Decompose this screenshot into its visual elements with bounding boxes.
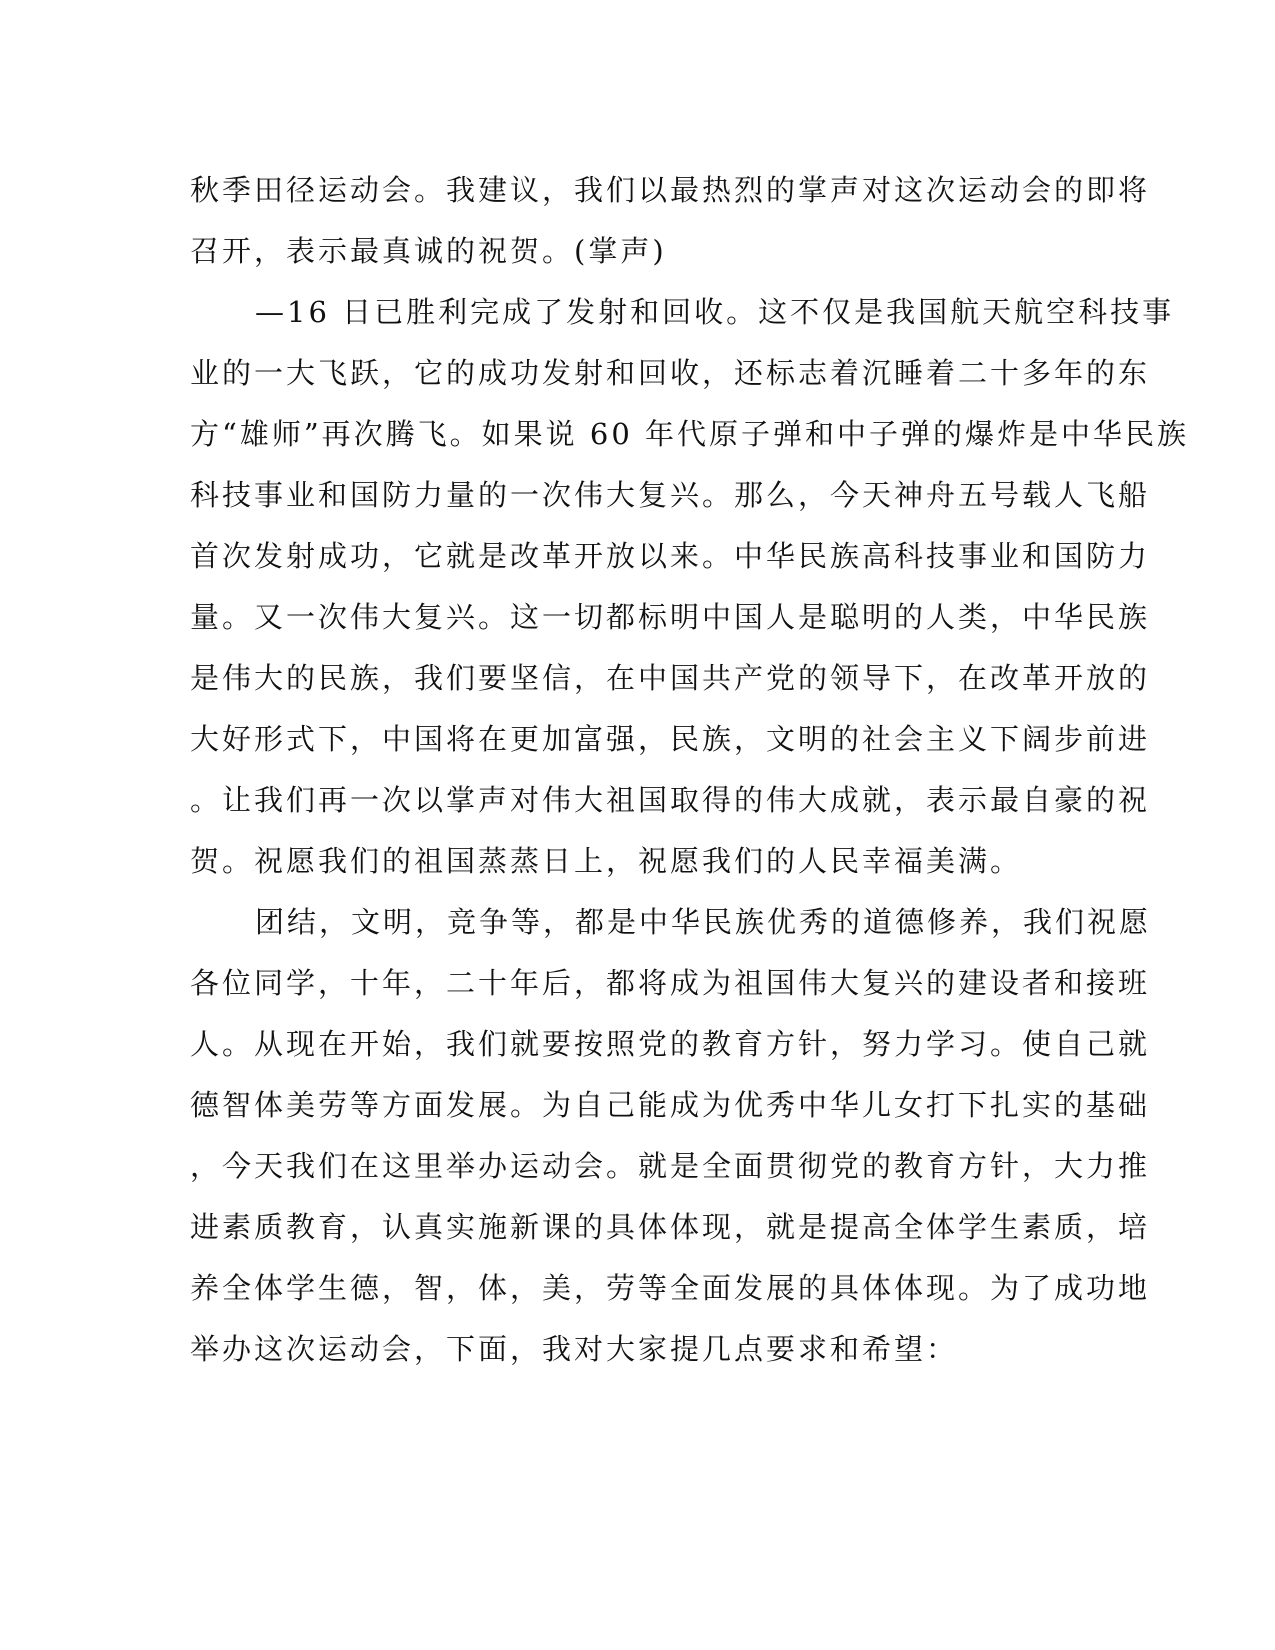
text-line: 养全体学生德，智，体，美，劳等全面发展的具体体现。为了成功地 [190,1271,1151,1305]
text-line: 各位同学，十年，二十年后，都将成为祖国伟大复兴的建设者和接班 [190,966,1151,1000]
text-line: ，今天我们在这里举办运动会。就是全面贯彻党的教育方针，大力推 [190,1149,1151,1183]
text-line: 是伟大的民族，我们要坚信，在中国共产党的领导下，在改革开放的 [190,661,1151,695]
text-line: 进素质教育，认真实施新课的具体体现，就是提高全体学生素质，培 [190,1210,1151,1244]
paragraph-first-line: —16 日已胜利完成了发射和回收。这不仅是我国航天航空科技事 [255,295,1175,329]
text-line: 秋季田径运动会。我建议，我们以最热烈的掌声对这次运动会的即将 [190,173,1151,207]
text-line: 科技事业和国防力量的一次伟大复兴。那么，今天神舟五号载人飞船 [190,478,1151,512]
text-line: 召开，表示最真诚的祝贺。(掌声) [190,234,667,268]
text-line: 业的一大飞跃，它的成功发射和回收，还标志着沉睡着二十多年的东 [190,356,1151,390]
text-line: 人。从现在开始，我们就要按照党的教育方针，努力学习。使自己就 [190,1027,1151,1061]
text-line: 德智体美劳等方面发展。为自己能成为优秀中华儿女打下扎实的基础 [190,1088,1151,1122]
text-line: 大好形式下，中国将在更加富强，民族，文明的社会主义下阔步前进 [190,722,1151,756]
text-line: 量。又一次伟大复兴。这一切都标明中国人是聪明的人类，中华民族 [190,600,1151,634]
body-text [190,160,1189,1380]
text-line: 。让我们再一次以掌声对伟大祖国取得的伟大成就，表示最自豪的祝 [190,783,1151,817]
text-line: 贺。祝愿我们的祖国蒸蒸日上，祝愿我们的人民幸福美满。 [190,844,1023,878]
text-line: 举办这次运动会，下面，我对大家提几点要求和希望： [190,1332,959,1366]
paragraph-first-line: 团结，文明，竞争等，都是中华民族优秀的道德修养，我们祝愿 [255,905,1152,939]
text-line: 首次发射成功，它就是改革开放以来。中华民族高科技事业和国防力 [190,539,1151,573]
text-line: 方“雄师”再次腾飞。如果说 60 年代原子弹和中子弹的爆炸是中华民族 [190,417,1189,451]
